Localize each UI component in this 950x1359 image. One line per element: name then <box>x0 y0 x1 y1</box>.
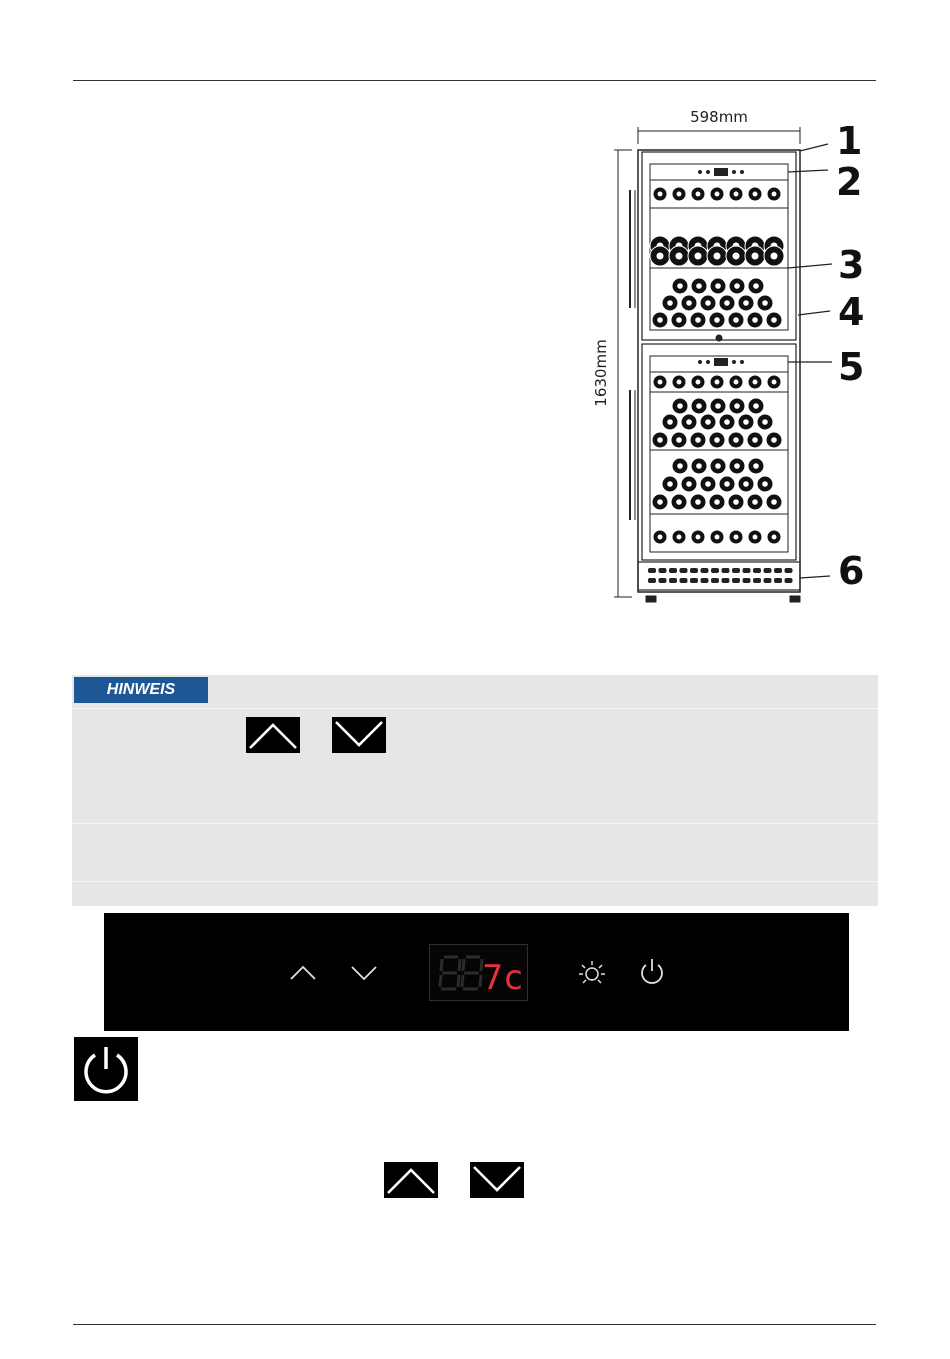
bottle-neck <box>743 481 749 487</box>
grille-slot <box>774 578 782 583</box>
bottle-neck <box>771 317 777 323</box>
bottle-neck <box>677 463 683 469</box>
bottle-neck <box>667 481 673 487</box>
bottle-neck <box>715 380 720 385</box>
bottle-neck <box>657 317 663 323</box>
grille-slot <box>659 568 667 573</box>
bottle-neck <box>677 380 682 385</box>
bottle-neck <box>771 499 777 505</box>
bottle-neck <box>753 283 759 289</box>
grille-slot <box>764 578 772 583</box>
grille-slot <box>753 578 761 583</box>
bottle-neck <box>752 499 758 505</box>
footer-rule <box>73 1324 876 1325</box>
bottle-neck <box>733 317 739 323</box>
bottle-neck <box>658 192 663 197</box>
notice-label: HINWEIS <box>74 677 208 703</box>
bottle-neck <box>714 317 720 323</box>
control-strip-lower <box>698 358 744 366</box>
grille-slot <box>743 568 751 573</box>
bottle-neck <box>734 535 739 540</box>
grille-slot <box>743 578 751 583</box>
grille-slot <box>785 568 793 573</box>
height-label: 1630mm <box>592 339 610 407</box>
width-label: 598mm <box>690 108 748 126</box>
bottle-neck <box>733 499 739 505</box>
bottle-neck <box>658 535 663 540</box>
bottle-neck <box>705 481 711 487</box>
chevron-down-icon[interactable] <box>349 963 379 983</box>
bottle-neck <box>676 437 682 443</box>
bottle-neck <box>734 380 739 385</box>
bottle-neck <box>705 300 711 306</box>
bottle-neck <box>677 283 683 289</box>
power-icon[interactable] <box>638 957 666 987</box>
bottle-neck <box>715 283 721 289</box>
control-panel <box>104 913 849 1031</box>
height-dimension <box>592 150 632 597</box>
bottle-neck <box>658 380 663 385</box>
callout-2: 2 <box>836 160 863 204</box>
bottle-neck <box>714 437 720 443</box>
chevron-up-icon[interactable] <box>288 963 318 983</box>
bottle-neck <box>705 419 711 425</box>
bottle-neck <box>771 253 778 260</box>
bottle-neck <box>696 380 701 385</box>
bottle-neck <box>676 499 682 505</box>
grille-slot <box>669 568 677 573</box>
bottle-neck <box>772 192 777 197</box>
bottle-neck <box>696 535 701 540</box>
bottle-neck <box>752 437 758 443</box>
bottle-neck <box>762 419 768 425</box>
bottle-neck <box>753 380 758 385</box>
bottle-neck <box>686 300 692 306</box>
light-icon[interactable] <box>578 959 606 987</box>
grille-slot <box>701 568 709 573</box>
callout-4: 4 <box>838 290 865 334</box>
bottle-neck <box>715 463 721 469</box>
callout-1: 1 <box>836 119 863 163</box>
display-value: 7c <box>482 958 524 998</box>
bottle-neck <box>772 380 777 385</box>
bottle-neck <box>733 437 739 443</box>
callout-5: 5 <box>838 345 865 389</box>
notice-divider <box>72 823 878 824</box>
bottle-neck <box>733 253 740 260</box>
bottle-neck <box>695 317 701 323</box>
chevron-down-icon <box>470 1162 524 1198</box>
bottle-neck <box>714 253 721 260</box>
bottle-neck <box>695 437 701 443</box>
callout-3: 3 <box>838 243 865 287</box>
bottle-neck <box>715 403 721 409</box>
bottle-neck <box>686 481 692 487</box>
bottle-neck <box>752 253 759 260</box>
bottle-neck <box>714 499 720 505</box>
grille-slot <box>722 578 730 583</box>
grille-slot <box>669 578 677 583</box>
bottle-neck <box>676 317 682 323</box>
bottle-neck <box>753 192 758 197</box>
grille-slot <box>690 568 698 573</box>
bottle-neck <box>696 283 702 289</box>
grille-slot <box>722 568 730 573</box>
bottle-neck <box>752 317 758 323</box>
width-dimension <box>638 108 800 144</box>
bottle-neck <box>696 192 701 197</box>
grille-slot <box>680 568 688 573</box>
bottle-neck <box>715 192 720 197</box>
bottle-neck <box>715 535 720 540</box>
grille-slot <box>753 568 761 573</box>
grille-slot <box>648 568 656 573</box>
bottle-neck <box>772 535 777 540</box>
bottle-neck <box>734 283 740 289</box>
grille-slot <box>659 578 667 583</box>
ventilation-grille <box>648 568 793 583</box>
bottle-neck <box>696 463 702 469</box>
grille-slot <box>648 578 656 583</box>
grille-slot <box>732 578 740 583</box>
bottle-neck <box>734 463 740 469</box>
bottle-neck <box>724 419 730 425</box>
power-icon <box>74 1037 138 1101</box>
grille-slot <box>711 578 719 583</box>
grille-slot <box>690 578 698 583</box>
bottle-neck <box>677 403 683 409</box>
chevron-up-icon <box>246 717 300 753</box>
bottle-neck <box>657 253 664 260</box>
grille-slot <box>680 578 688 583</box>
bottle-neck <box>753 403 759 409</box>
bottle-neck <box>724 481 730 487</box>
bottle-neck <box>734 403 740 409</box>
callout-numbers <box>836 119 864 593</box>
grille-slot <box>732 568 740 573</box>
control-strip-upper <box>698 168 744 176</box>
bottle-neck <box>753 463 759 469</box>
bottle-neck <box>753 535 758 540</box>
bottle-neck <box>676 253 683 260</box>
bottle-neck <box>724 300 730 306</box>
chevron-down-icon <box>332 717 386 753</box>
notice-divider <box>72 708 878 709</box>
grille-slot <box>785 578 793 583</box>
bottle-neck <box>762 481 768 487</box>
bottle-neck <box>762 300 768 306</box>
bottle-neck <box>677 535 682 540</box>
wine-cabinet-diagram <box>580 100 880 610</box>
callout-leaders <box>788 144 832 578</box>
bottle-neck <box>677 192 682 197</box>
bottle-neck <box>771 437 777 443</box>
temperature-display <box>429 944 528 1001</box>
bottle-neck <box>696 403 702 409</box>
inactive-segments <box>440 957 482 989</box>
bottle-neck <box>743 419 749 425</box>
grille-slot <box>701 578 709 583</box>
callout-6: 6 <box>838 549 865 593</box>
bottle-neck <box>743 300 749 306</box>
header-rule <box>73 80 876 81</box>
bottle-neck <box>667 300 673 306</box>
bottle-neck <box>695 499 701 505</box>
grille-slot <box>711 568 719 573</box>
chevron-up-icon <box>384 1162 438 1198</box>
bottle-neck <box>667 419 673 425</box>
bottle-neck <box>695 253 702 260</box>
bottle-neck <box>686 419 692 425</box>
bottle-neck <box>657 437 663 443</box>
bottle-neck <box>657 499 663 505</box>
notice-box <box>72 675 878 906</box>
grille-slot <box>774 568 782 573</box>
bottle-neck <box>734 192 739 197</box>
notice-divider <box>72 881 878 882</box>
grille-slot <box>764 568 772 573</box>
